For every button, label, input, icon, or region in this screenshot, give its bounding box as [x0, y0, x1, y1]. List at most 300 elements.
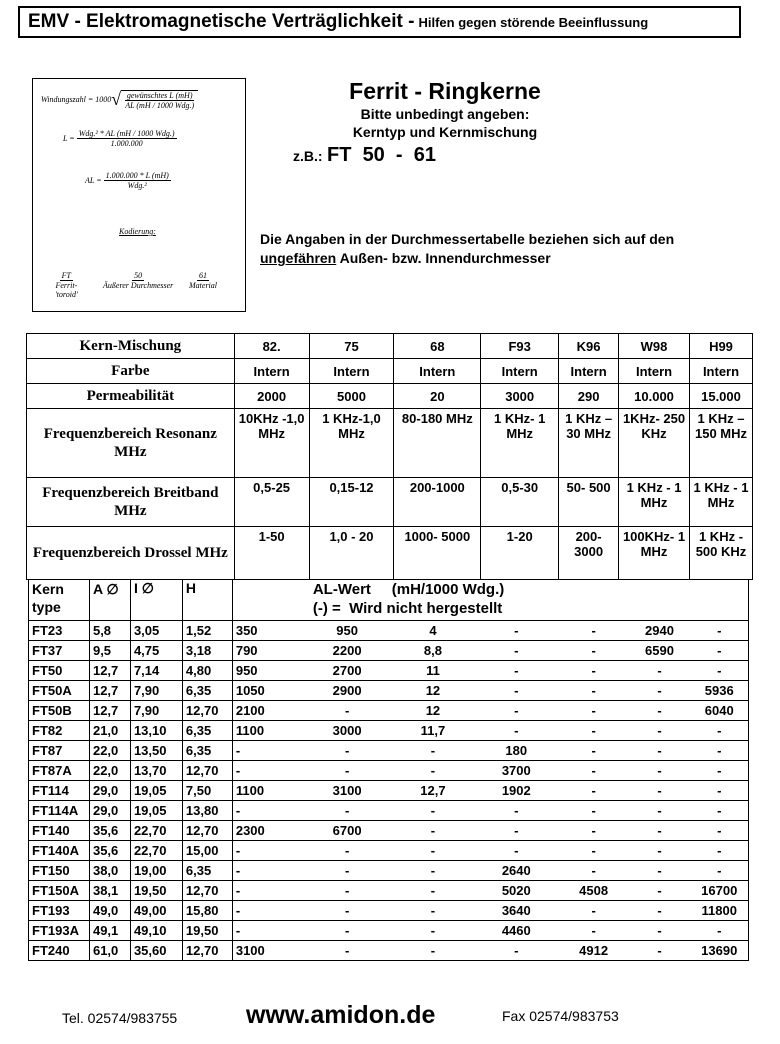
kern-row — [29, 801, 749, 821]
kern-cell: FT240 — [29, 941, 90, 961]
kern-cell: 22,0 — [89, 741, 130, 761]
kern-cell: 19,05 — [130, 781, 182, 801]
kern-cell: 790 — [232, 641, 302, 661]
kern-cell: 6040 — [690, 701, 748, 721]
kern-cell: - — [392, 901, 474, 921]
kern-cell: 12,70 — [182, 761, 232, 781]
mix-cell: 1KHz- 250 KHz — [619, 409, 690, 478]
kern-table-header — [29, 580, 749, 621]
kern-cell: FT82 — [29, 721, 90, 741]
kern-cell: - — [392, 801, 474, 821]
kern-cell: - — [232, 761, 302, 781]
mix-cell: Intern — [690, 359, 753, 384]
kern-cell: - — [629, 901, 691, 921]
kern-cell: 1100 — [232, 781, 302, 801]
kern-cell: 7,90 — [130, 701, 182, 721]
kern-cell: 6,35 — [182, 741, 232, 761]
kern-cell: 15,80 — [182, 901, 232, 921]
kern-cell: - — [232, 801, 302, 821]
formula-den: 1.000.000 — [110, 139, 143, 148]
kern-cell: - — [474, 681, 559, 701]
kern-cell: - — [629, 861, 691, 881]
kern-cell: 2700 — [302, 661, 392, 681]
kern-cell: - — [629, 741, 691, 761]
code-diameter: 50 Äußerer Durchmesser — [103, 271, 174, 290]
kern-row — [29, 881, 749, 901]
kern-cell: 19,50 — [130, 881, 182, 901]
kern-cell: FT150A — [29, 881, 90, 901]
kern-cell: 6,35 — [182, 681, 232, 701]
kern-cell: FT50 — [29, 661, 90, 681]
formula-box — [32, 78, 246, 312]
page-title — [18, 6, 741, 38]
kern-row — [29, 701, 749, 721]
code-ft: FT Ferrit- 'toroid' — [55, 271, 78, 299]
kern-cell: - — [629, 701, 691, 721]
kern-cell: 180 — [474, 741, 559, 761]
kern-cell: 6700 — [302, 821, 392, 841]
kern-cell: - — [474, 841, 559, 861]
kern-cell: FT140A — [29, 841, 90, 861]
mix-cell: W98 — [619, 334, 690, 359]
kern-cell: - — [690, 661, 748, 681]
formula-windungszahl: Windungszahl = 1000 √ $\frac{\text{gewünschtes L (mH)}}{\text{AL (mH / 1000 Wdg.)}}$ — [41, 89, 198, 110]
mix-row — [27, 334, 753, 359]
mix-cell: Intern — [309, 359, 394, 384]
kern-cell: 12,7 — [392, 781, 474, 801]
kern-cell: - — [559, 861, 629, 881]
mix-row-label: Farbe — [27, 359, 235, 384]
kern-cell: 12 — [392, 681, 474, 701]
kern-cell: - — [232, 741, 302, 761]
mix-cell: 1-20 — [481, 527, 559, 580]
mix-cell: 50- 500 — [559, 478, 619, 527]
kern-cell: - — [302, 881, 392, 901]
header-a: A ∅ — [89, 580, 130, 621]
kern-cell: - — [392, 741, 474, 761]
kern-cell: 4,80 — [182, 661, 232, 681]
kern-cell: - — [474, 641, 559, 661]
kern-cell: - — [559, 721, 629, 741]
kern-cell: 950 — [232, 661, 302, 681]
kern-cell: - — [302, 901, 392, 921]
kern-cell: - — [629, 841, 691, 861]
formula-label: Windungszahl = — [41, 95, 94, 104]
kern-cell: - — [690, 721, 748, 741]
kern-cell: FT193 — [29, 901, 90, 921]
formula-label: L = — [63, 134, 75, 143]
kern-cell: 22,70 — [130, 821, 182, 841]
header-kern: Kern type — [29, 580, 90, 621]
kern-cell: - — [629, 801, 691, 821]
kern-cell: - — [690, 761, 748, 781]
mix-cell: 2000 — [234, 384, 309, 409]
kern-cell: - — [392, 761, 474, 781]
kern-cell: 2200 — [302, 641, 392, 661]
kern-cell: 12,70 — [182, 881, 232, 901]
kern-cell: FT114A — [29, 801, 90, 821]
kern-cell: 19,50 — [182, 921, 232, 941]
kern-cell: 12,70 — [182, 821, 232, 841]
kern-cell: - — [392, 821, 474, 841]
mix-row — [27, 478, 753, 527]
kern-cell: 13690 — [690, 941, 748, 961]
kern-cell: - — [302, 761, 392, 781]
kern-cell: - — [629, 881, 691, 901]
kern-cell: 3000 — [302, 721, 392, 741]
kern-cell: 35,60 — [130, 941, 182, 961]
header-i: I ∅ — [130, 580, 182, 621]
mix-row — [27, 527, 753, 580]
mix-row — [27, 359, 753, 384]
mix-cell: Intern — [394, 359, 481, 384]
kern-cell: - — [302, 701, 392, 721]
kern-cell: 1,52 — [182, 621, 232, 641]
kern-cell: 1100 — [232, 721, 302, 741]
kern-cell: 29,0 — [89, 781, 130, 801]
footer-web[interactable]: www.amidon.de — [246, 1001, 436, 1029]
mix-cell: 1 KHz - 1 MHz — [690, 478, 753, 527]
kern-row — [29, 921, 749, 941]
mix-cell: 1 KHz-1,0 MHz — [309, 409, 394, 478]
kern-cell: - — [559, 781, 629, 801]
header-h: H — [182, 580, 232, 621]
kern-cell: - — [690, 781, 748, 801]
kern-cell: 2940 — [629, 621, 691, 641]
mix-row-label: Frequenzbereich Resonanz MHz — [27, 409, 235, 478]
mix-cell: H99 — [690, 334, 753, 359]
mix-cell: 0,5-25 — [234, 478, 309, 527]
kern-cell: FT50A — [29, 681, 90, 701]
kern-cell: FT87 — [29, 741, 90, 761]
kern-cell: - — [690, 641, 748, 661]
kern-cell: 3,18 — [182, 641, 232, 661]
kern-cell: 13,50 — [130, 741, 182, 761]
kern-row — [29, 821, 749, 841]
kern-cell: - — [690, 821, 748, 841]
kern-cell: 19,00 — [130, 861, 182, 881]
kern-cell: - — [474, 721, 559, 741]
mix-row-label: Kern-Mischung — [27, 334, 235, 359]
kern-cell: 7,90 — [130, 681, 182, 701]
mix-cell: Intern — [481, 359, 559, 384]
title-subtitle: Hilfen gegen störende Beeinflussung — [418, 14, 649, 30]
kern-cell: - — [690, 841, 748, 861]
formula-num: Wdg.² * AL (mH / 1000 Wdg.) — [78, 129, 175, 138]
kern-cell: 12,7 — [89, 701, 130, 721]
kern-cell: FT50B — [29, 701, 90, 721]
mix-cell: Intern — [234, 359, 309, 384]
mix-cell: 82. — [234, 334, 309, 359]
mix-cell: Intern — [619, 359, 690, 384]
kern-row — [29, 661, 749, 681]
kern-cell: 2100 — [232, 701, 302, 721]
kern-cell: FT87A — [29, 761, 90, 781]
kern-cell: 9,5 — [89, 641, 130, 661]
mix-cell: 10.000 — [619, 384, 690, 409]
kern-cell: - — [690, 801, 748, 821]
kern-cell: - — [559, 641, 629, 661]
kern-cell: - — [559, 681, 629, 701]
formula-al — [85, 171, 173, 190]
mix-cell: 200- 3000 — [559, 527, 619, 580]
mix-cell: 1 KHz – 150 MHz — [690, 409, 753, 478]
formula-l — [63, 129, 179, 148]
kern-row — [29, 641, 749, 661]
kern-cell: 4,75 — [130, 641, 182, 661]
kern-cell: - — [629, 781, 691, 801]
kern-row — [29, 761, 749, 781]
mix-cell: 0,15-12 — [309, 478, 394, 527]
kern-cell: FT150 — [29, 861, 90, 881]
kern-cell: - — [302, 921, 392, 941]
mix-row-label: Frequenzbereich Drossel MHz — [27, 527, 235, 580]
mix-cell: F93 — [481, 334, 559, 359]
mix-cell: 10KHz -1,0 MHz — [234, 409, 309, 478]
kern-cell: 3700 — [474, 761, 559, 781]
kern-cell: - — [559, 741, 629, 761]
kern-cell: - — [232, 861, 302, 881]
kern-cell: - — [302, 801, 392, 821]
kern-cell: 13,80 — [182, 801, 232, 821]
kern-cell: - — [302, 941, 392, 961]
kern-cell: - — [474, 661, 559, 681]
mix-cell: 0,5-30 — [481, 478, 559, 527]
mix-cell: 75 — [309, 334, 394, 359]
kern-cell: 6,35 — [182, 861, 232, 881]
mix-cell: 68 — [394, 334, 481, 359]
kern-cell: 2900 — [302, 681, 392, 701]
ferrit-title: Ferrit - Ringkerne — [349, 78, 541, 104]
mix-cell: 5000 — [309, 384, 394, 409]
kern-cell: - — [559, 901, 629, 921]
formula-den: AL (mH / 1000 Wdg.) — [125, 100, 195, 110]
kern-cell: - — [302, 741, 392, 761]
kern-cell: 49,00 — [130, 901, 182, 921]
kern-cell: 35,6 — [89, 821, 130, 841]
kern-cell: - — [629, 921, 691, 941]
kern-cell: 21,0 — [89, 721, 130, 741]
kern-cell: - — [559, 701, 629, 721]
mix-row-label: Permeabilität — [27, 384, 235, 409]
ferrit-line-2: Kerntyp und Kernmischung — [352, 124, 538, 140]
kern-cell: 1902 — [474, 781, 559, 801]
kern-cell: 4912 — [559, 941, 629, 961]
kern-cell: - — [232, 881, 302, 901]
mix-cell: 1000- 5000 — [394, 527, 481, 580]
mixture-table — [26, 333, 753, 580]
mix-cell: 290 — [559, 384, 619, 409]
kern-cell: - — [474, 941, 559, 961]
kern-cell: FT114 — [29, 781, 90, 801]
kern-cell: - — [474, 801, 559, 821]
footer-fax: Fax 02574/983753 — [502, 1008, 619, 1024]
kern-cell: - — [232, 841, 302, 861]
kern-cell: 22,70 — [130, 841, 182, 861]
kern-row — [29, 681, 749, 701]
kern-cell: - — [629, 761, 691, 781]
kern-cell: - — [474, 621, 559, 641]
formula-num: 1.000.000 * L (mH) — [105, 171, 169, 180]
formula-den: Wdg.² — [127, 181, 147, 190]
kern-cell: 5020 — [474, 881, 559, 901]
kern-cell: 2300 — [232, 821, 302, 841]
kern-cell: 950 — [302, 621, 392, 641]
kern-cell: - — [232, 921, 302, 941]
mix-cell: 200-1000 — [394, 478, 481, 527]
kern-cell: 12 — [392, 701, 474, 721]
kern-cell: 11800 — [690, 901, 748, 921]
mix-row-label: Frequenzbereich Breitband MHz — [27, 478, 235, 527]
kern-cell: 12,7 — [89, 681, 130, 701]
kern-cell: 49,1 — [89, 921, 130, 941]
kern-cell: 38,1 — [89, 881, 130, 901]
diameter-note-line-2 — [260, 250, 551, 266]
kern-row — [29, 621, 749, 641]
kern-cell: 3100 — [232, 941, 302, 961]
kern-cell: 6,35 — [182, 721, 232, 741]
header-al — [232, 580, 748, 621]
kern-cell: - — [302, 861, 392, 881]
mix-cell: 100KHz- 1 MHz — [619, 527, 690, 580]
kern-cell: 3640 — [474, 901, 559, 921]
kern-cell: - — [690, 621, 748, 641]
kern-row — [29, 721, 749, 741]
kern-cell: - — [559, 761, 629, 781]
mix-row — [27, 409, 753, 478]
kern-cell: 11 — [392, 661, 474, 681]
footer-tel: Tel. 02574/983755 — [62, 1010, 178, 1026]
kern-cell: - — [690, 861, 748, 881]
kern-cell: - — [559, 801, 629, 821]
kern-cell: 350 — [232, 621, 302, 641]
kern-cell: - — [629, 821, 691, 841]
kern-cell: 7,50 — [182, 781, 232, 801]
kern-cell: 12,70 — [182, 941, 232, 961]
kern-cell: - — [559, 821, 629, 841]
mix-cell: 1,0 - 20 — [309, 527, 394, 580]
mix-cell: 80-180 MHz — [394, 409, 481, 478]
note-underlined: ungefähren — [260, 250, 337, 266]
kodierung-label: Kodierung: — [119, 227, 156, 236]
formula-label: AL = — [85, 176, 102, 185]
kern-cell: 49,0 — [89, 901, 130, 921]
kern-cell: 6590 — [629, 641, 691, 661]
kern-cell: - — [392, 881, 474, 901]
kern-cell: - — [690, 741, 748, 761]
mix-cell: 15.000 — [690, 384, 753, 409]
kern-cell: - — [629, 721, 691, 741]
kern-cell: - — [559, 621, 629, 641]
kern-cell: 22,0 — [89, 761, 130, 781]
kern-cell: - — [629, 681, 691, 701]
kern-row — [29, 841, 749, 861]
kern-cell: FT37 — [29, 641, 90, 661]
kern-cell: - — [302, 841, 392, 861]
kern-cell: 19,05 — [130, 801, 182, 821]
mix-cell: 1 KHz - 500 KHz — [690, 527, 753, 580]
kern-cell: 38,0 — [89, 861, 130, 881]
kern-cell: 29,0 — [89, 801, 130, 821]
kern-row — [29, 781, 749, 801]
example-prefix: z.B.: — [293, 148, 323, 164]
al-title: AL-Wert (mH/1000 Wdg.) — [312, 581, 505, 598]
kern-table — [28, 579, 749, 961]
kern-cell: - — [474, 701, 559, 721]
formula-num: gewünschtes L (mH) — [126, 90, 193, 100]
kern-cell: - — [392, 941, 474, 961]
kern-cell: 12,7 — [89, 661, 130, 681]
mix-cell: 20 — [394, 384, 481, 409]
mix-cell: 1 KHz - 1 MHz — [619, 478, 690, 527]
kern-cell: 1050 — [232, 681, 302, 701]
kern-cell: FT140 — [29, 821, 90, 841]
mix-cell: Intern — [559, 359, 619, 384]
kern-cell: 5,8 — [89, 621, 130, 641]
kern-cell: 3100 — [302, 781, 392, 801]
mix-cell: K96 — [559, 334, 619, 359]
kern-cell: - — [629, 661, 691, 681]
kern-cell: 5936 — [690, 681, 748, 701]
kern-cell: 49,10 — [130, 921, 182, 941]
kern-cell: 13,70 — [130, 761, 182, 781]
kern-cell: 16700 — [690, 881, 748, 901]
mix-cell: 1 KHz – 30 MHz — [559, 409, 619, 478]
kern-cell: 4 — [392, 621, 474, 641]
kern-cell: - — [559, 921, 629, 941]
kern-cell: 35,6 — [89, 841, 130, 861]
kern-cell: - — [629, 941, 691, 961]
kern-cell: - — [690, 921, 748, 941]
kern-row — [29, 941, 749, 961]
kern-row — [29, 741, 749, 761]
diameter-note-line-1: Die Angaben in der Durchmessertabelle beziehen sich auf den — [260, 231, 675, 247]
kern-cell: - — [474, 821, 559, 841]
kern-cell: - — [232, 901, 302, 921]
kern-cell: - — [559, 661, 629, 681]
title-main: EMV - Elektromagnetische Verträglichkeit - — [28, 11, 415, 32]
kern-cell: - — [392, 841, 474, 861]
mix-row — [27, 384, 753, 409]
formula-factor: 1000 — [95, 95, 112, 104]
kern-cell: FT23 — [29, 621, 90, 641]
kern-cell: 4460 — [474, 921, 559, 941]
ferrit-example — [293, 144, 436, 167]
kern-cell: 13,10 — [130, 721, 182, 741]
kern-cell: 7,14 — [130, 661, 182, 681]
kern-cell: 8,8 — [392, 641, 474, 661]
mix-cell: 1-50 — [234, 527, 309, 580]
kern-cell: 61,0 — [89, 941, 130, 961]
kern-cell: 3,05 — [130, 621, 182, 641]
kern-cell: 15,00 — [182, 841, 232, 861]
al-note: (-) = Wird nicht hergestellt — [312, 600, 503, 617]
kern-cell: - — [392, 861, 474, 881]
mix-cell: 1 KHz- 1 MHz — [481, 409, 559, 478]
kern-cell: 4508 — [559, 881, 629, 901]
kern-cell: 2640 — [474, 861, 559, 881]
ferrit-line-1: Bitte unbedingt angeben: — [360, 106, 530, 122]
kern-row — [29, 901, 749, 921]
kern-cell: 12,70 — [182, 701, 232, 721]
kern-cell: - — [392, 921, 474, 941]
kern-cell: 11,7 — [392, 721, 474, 741]
example-code: FT 50 - 61 — [327, 144, 436, 166]
kern-cell: FT193A — [29, 921, 90, 941]
note-rest: Außen- bzw. Innendurchmesser — [336, 250, 551, 266]
code-material: 61 Material — [189, 271, 217, 290]
kern-row — [29, 861, 749, 881]
